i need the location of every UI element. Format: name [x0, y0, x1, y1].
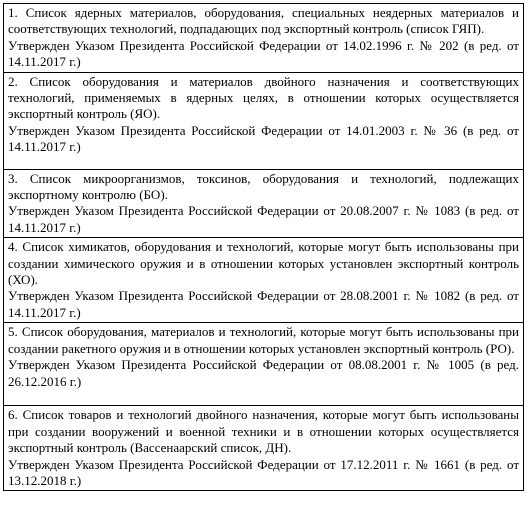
list-decree: Утвержден Указом Президента Российской Федерации от 28.08.2001 г. № 1082 (в ред. от 14.11.2017 г.) — [8, 288, 519, 320]
document-page — [3, 3, 524, 491]
table-row — [4, 169, 524, 238]
table-row — [4, 4, 524, 73]
export-control-lists-table — [3, 3, 524, 491]
list-decree: Утвержден Указом Президента Российской Федерации от 17.12.2011 г. № 1661 (в ред. от 13.12.2018 г.) — [8, 456, 519, 488]
list-cell — [4, 72, 524, 169]
list-decree: Утвержден Указом Президента Российской Федерации от 20.08.2007 г. № 1083 (в ред. от 14.11.2017 г.) — [8, 203, 519, 235]
list-decree: Утвержден Указом Президента Российской Федерации от 14.01.2003 г. № 36 (в ред. от 14.11.2017 г.) — [8, 122, 519, 155]
list-title: 2. Список оборудования и материалов двойного назначения и соответствующих технологий, применяемых в ядерных целях, в отношении которых осуществляется экспортный контроль (ЯО). — [8, 73, 519, 122]
list-cell — [4, 4, 524, 73]
list-cell — [4, 238, 524, 323]
list-cell — [4, 169, 524, 238]
list-cell — [4, 323, 524, 406]
list-cell — [4, 406, 524, 491]
list-title: 4. Список химикатов, оборудования и технологий, которые могут быть использованы при создании химического оружия и в отношении которых установлен экспортный контроль (ХО). — [8, 239, 519, 288]
list-decree: Утвержден Указом Президента Российской Федерации от 08.08.2001 г. № 1005 (в ред. 26.12.2016 г.) — [8, 357, 519, 389]
table-row — [4, 238, 524, 323]
list-title: 1. Список ядерных материалов, оборудования, специальных неядерных материалов и соответствующих технологий, подпадающих под экспортный контроль (список ГЯП). — [8, 5, 519, 37]
list-title: 3. Список микроорганизмов, токсинов, оборудования и технологий, подлежащих экспортному контролю (БО). — [8, 170, 519, 203]
list-title: 6. Список товаров и технологий двойного назначения, которые могут быть использованы при создании вооружений и военной техники и в отношении которых осуществляется экспортный контроль (Вассенаарский список, ДН). — [8, 407, 519, 456]
list-decree: Утвержден Указом Президента Российской Федерации от 14.02.1996 г. № 202 (в ред. от 14.11.2017 г.) — [8, 37, 519, 70]
table-row — [4, 72, 524, 169]
list-title: 5. Список оборудования, материалов и технологий, которые могут быть использованы при создании ракетного оружия и в отношении которых установлен экспортный контроль (РО). — [8, 324, 519, 356]
table-row — [4, 323, 524, 406]
table-row — [4, 406, 524, 491]
